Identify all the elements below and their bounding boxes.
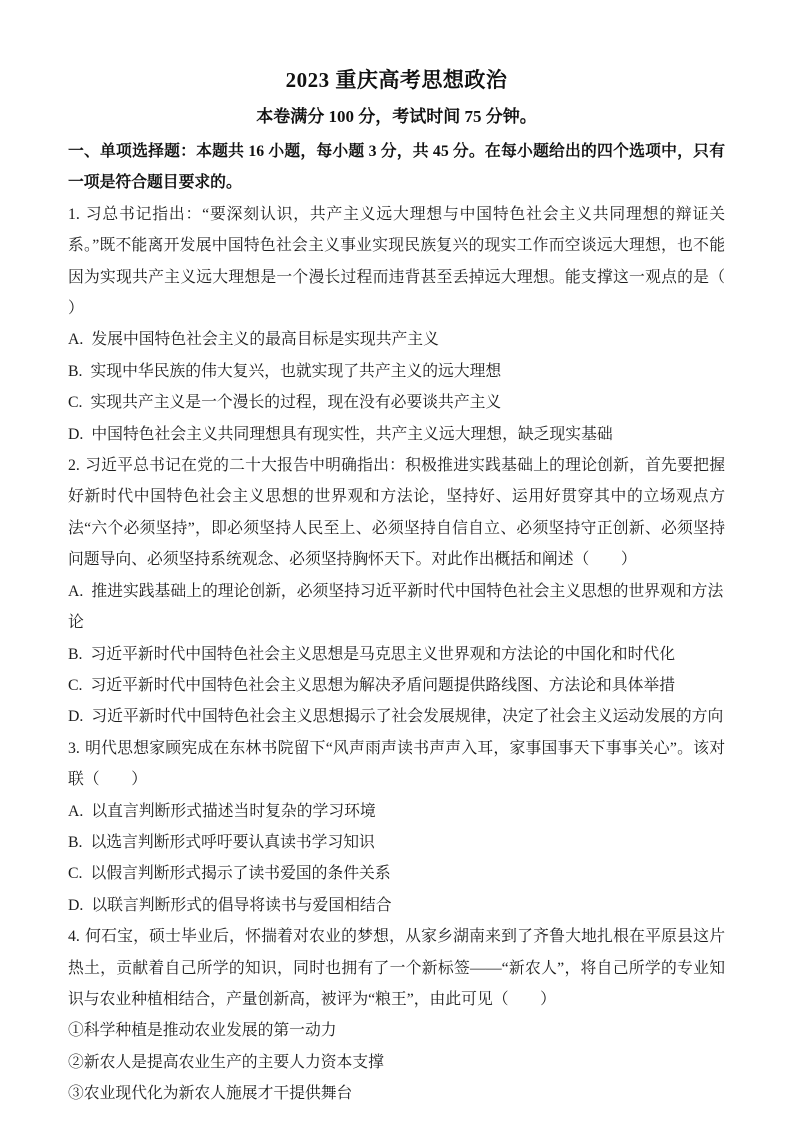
question-3-option-a — [68, 796, 725, 827]
question-3-option-b — [68, 827, 725, 858]
question-4-stem — [68, 921, 725, 1015]
question-2-number: 2. — [68, 457, 80, 475]
question-1-option-d — [68, 419, 725, 450]
question-4-statement-3: ③农业现代化为新农人施展才干提供舞台 — [68, 1085, 353, 1103]
option-text: 发展中国特色社会主义的最高目标是实现共产主义 — [91, 331, 439, 349]
question-1-option-c — [68, 387, 725, 418]
question-3-number: 3. — [68, 739, 80, 757]
option-label: B. — [68, 833, 83, 851]
question-1-stem — [68, 199, 757, 325]
option-text: 实现共产主义是一个漫长的过程，现在没有必要谈共产主义 — [90, 394, 502, 412]
option-label: D. — [68, 425, 84, 443]
question-4-text: 何石宝，硕士毕业后，怀揣着对农业的梦想，从家乡湖南来到了齐鲁大地扎根在平原县这片热土，贡献着自己所学的知识，同时也拥有了一个新标签——“新农人”，将自己所学的专业知识与农业种植相结合，产量创新高，被评为“粮王”，由此可见（ ） — [68, 928, 725, 1008]
option-text: 以假言判断形式揭示了读书爱国的条件关系 — [90, 865, 391, 883]
question-2-option-a — [68, 576, 725, 639]
option-text: 推进实践基础上的理论创新，必须坚持习近平新时代中国特色社会主义思想的世界观和方法论 — [68, 582, 724, 632]
document-title: 2023 重庆高考思想政治 — [285, 68, 508, 92]
question-2-option-b — [68, 639, 725, 670]
question-3-text: 明代思想家顾宪成在东林书院留下“风声雨声读书声声入耳，家事国事天下事事关心”。该对联（ ） — [68, 739, 725, 789]
question-3-option-c — [68, 858, 725, 889]
option-label: B. — [68, 645, 83, 663]
question-1-option-b — [68, 356, 725, 387]
question-3-stem — [68, 733, 725, 796]
option-label: B. — [68, 362, 83, 380]
option-label: A. — [68, 331, 84, 349]
option-label: C. — [68, 676, 83, 694]
question-4-statement-1: ①科学种植是推动农业发展的第一动力 — [68, 1022, 337, 1040]
option-label: C. — [68, 865, 83, 883]
option-text: 以联言判断形式的倡导将读书与爱国相结合 — [91, 896, 392, 914]
option-label: D. — [68, 896, 84, 914]
option-text: 习近平新时代中国特色社会主义思想为解决矛盾问题提供路线图、方法论和具体举措 — [90, 676, 675, 694]
option-text: 以直言判断形式描述当时复杂的学习环境 — [91, 802, 376, 820]
option-label: C. — [68, 394, 83, 412]
question-2-stem — [68, 450, 725, 576]
option-label: D. — [68, 708, 84, 726]
option-text: 习近平新时代中国特色社会主义思想揭示了社会发展规律，决定了社会主义运动发展的方向 — [91, 708, 724, 726]
question-2-option-d — [68, 701, 725, 732]
option-label: A. — [68, 802, 84, 820]
question-2-option-c — [68, 670, 725, 701]
question-4-statement-2: ②新农人是提高农业生产的主要人力资本支撑 — [68, 1053, 384, 1071]
section-1-header: 一、单项选择题：本题共 16 小题，每小题 3 分，共 45 分。在每小题给出的四个选项中，只有一项是符合题目要求的。 — [68, 143, 725, 192]
question-1-text: 习总书记指出：“要深刻认识，共产主义远大理想与中国特色社会主义共同理想的辩证关系。”既不能离开发展中国特色社会主义事业实现民族复兴的现实工作而空谈远大理想，也不能因为实现共产主义远大理想是一个漫长过程而违背甚至丢掉远大理想。能支撑这一观点的是（ ） — [68, 205, 757, 318]
question-3-option-d — [68, 890, 725, 921]
question-4-number: 4. — [68, 928, 80, 946]
question-2-text: 习近平总书记在党的二十大报告中明确指出：积极推进实践基础上的理论创新，首先要把握好新时代中国特色社会主义思想的世界观和方法论，坚持好、运用好贯穿其中的立场观点方法“六个必须坚持”，即必须坚持人民至上、必须坚持自信自立、必须坚持守正创新、必须坚持问题导向、必须坚持系统观念、必须坚持胸怀天下。对此作出概括和阐述（ ） — [68, 457, 725, 569]
document-body — [68, 136, 757, 1110]
question-1-number: 1. — [68, 205, 80, 223]
exam-info-line: 本卷满分 100 分，考试时间 75 分钟。 — [256, 107, 537, 126]
option-text: 习近平新时代中国特色社会主义思想是马克思主义世界观和方法论的中国化和时代化 — [90, 645, 675, 663]
question-1-option-a — [68, 324, 725, 355]
option-label: A. — [68, 582, 84, 600]
option-text: 以选言判断形式呼吁要认真读书学习知识 — [90, 833, 375, 851]
option-text: 中国特色社会主义共同理想具有现实性，共产主义远大理想，缺乏现实基础 — [91, 425, 613, 443]
option-text: 实现中华民族的伟大复兴，也就实现了共产主义的远大理想 — [90, 362, 502, 380]
